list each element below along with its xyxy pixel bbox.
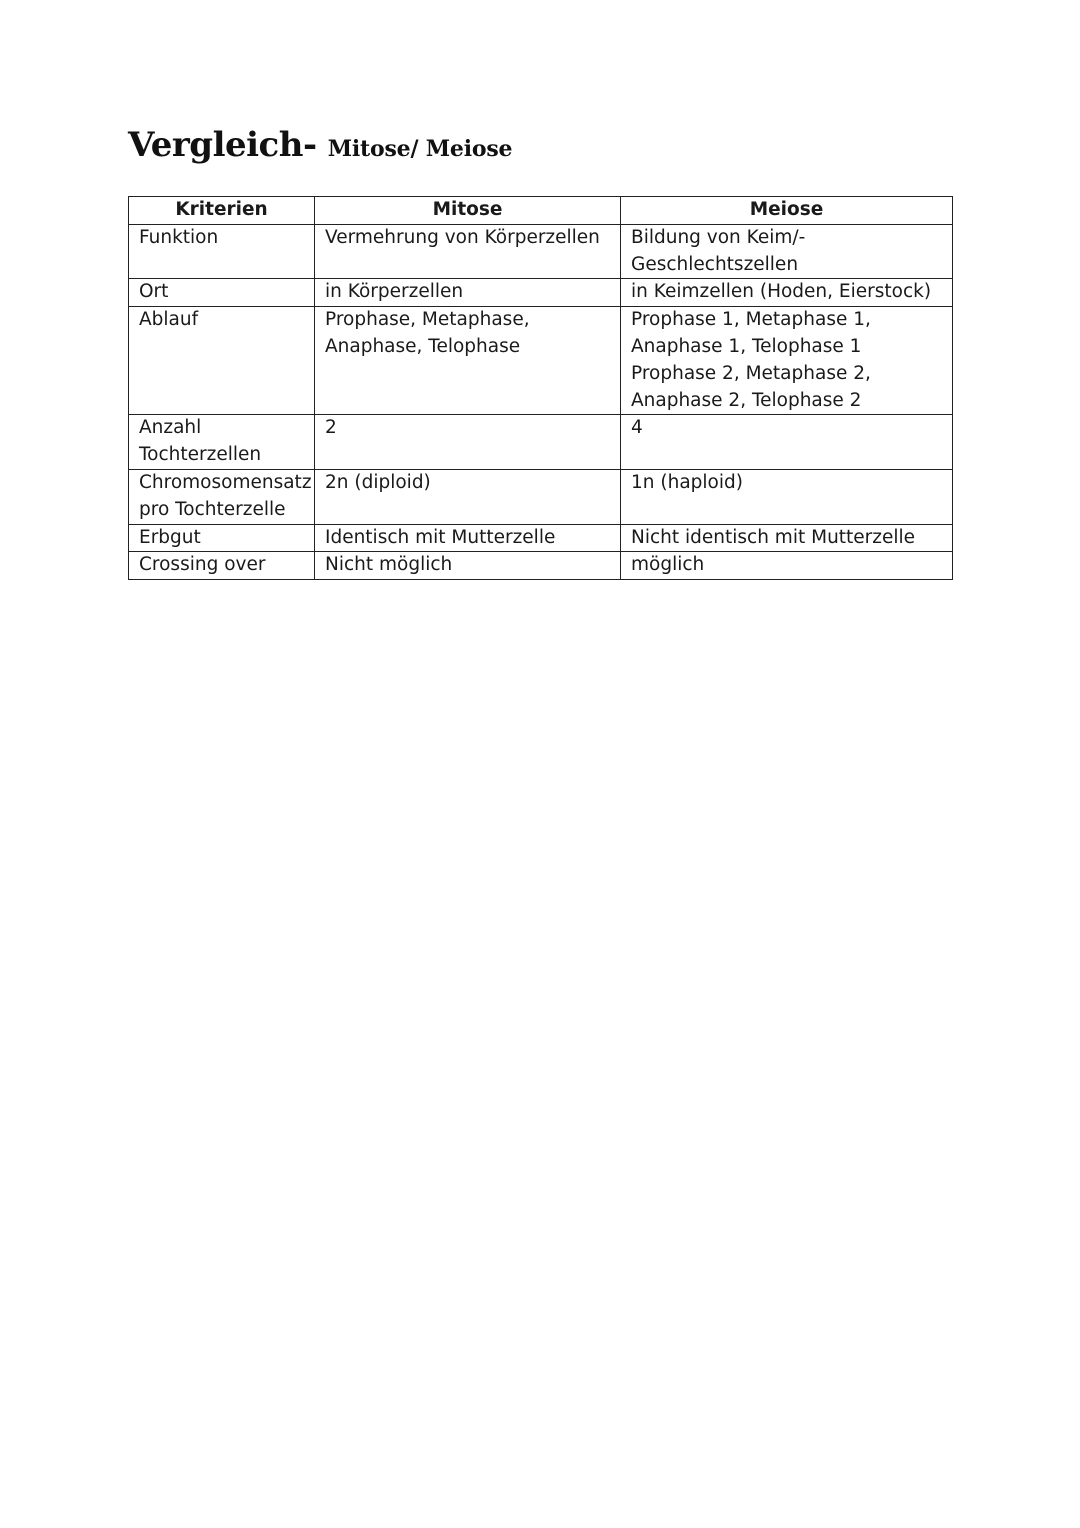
meiosis-cell: 4 <box>621 415 953 470</box>
mitosis-cell: Vermehrung von Körperzellen <box>315 224 621 279</box>
meiosis-cell: Nicht identisch mit Mutterzelle <box>621 524 953 552</box>
criterion-cell: Ablauf <box>129 307 315 415</box>
mitosis-cell: Prophase, Metaphase, Anaphase, Telophase <box>315 307 621 415</box>
mitosis-cell: in Körperzellen <box>315 279 621 307</box>
meiosis-cell: in Keimzellen (Hoden, Eierstock) <box>621 279 953 307</box>
criterion-cell: Ort <box>129 279 315 307</box>
header-meiosis: Meiose <box>621 197 953 225</box>
title-main: Vergleich- <box>128 125 317 165</box>
page-title <box>128 125 513 165</box>
criterion-cell: Crossing over <box>129 552 315 580</box>
meiosis-cell: möglich <box>621 552 953 580</box>
meiosis-cell: Bildung von Keim/- Geschlechtszellen <box>621 224 953 279</box>
table-header-row <box>129 197 953 225</box>
mitosis-cell: Nicht möglich <box>315 552 621 580</box>
mitosis-cell: 2 <box>315 415 621 470</box>
header-criteria: Kriterien <box>129 197 315 225</box>
meiosis-cell: Prophase 1, Metaphase 1, Anaphase 1, Telophase 1 Prophase 2, Metaphase 2, Anaphase 2, Telophase 2 <box>621 307 953 415</box>
comparison-table <box>128 196 953 580</box>
criterion-cell: Anzahl Tochterzellen <box>129 415 315 470</box>
table-row <box>129 415 953 470</box>
table-row <box>129 524 953 552</box>
title-subtitle: Mitose/ Meiose <box>327 136 513 162</box>
table-row <box>129 469 953 524</box>
mitosis-cell: 2n (diploid) <box>315 469 621 524</box>
criterion-cell: Funktion <box>129 224 315 279</box>
table-row <box>129 279 953 307</box>
criterion-cell: Chromosomensatz pro Tochterzelle <box>129 469 315 524</box>
header-mitosis: Mitose <box>315 197 621 225</box>
mitosis-cell: Identisch mit Mutterzelle <box>315 524 621 552</box>
table-row <box>129 552 953 580</box>
table-row <box>129 224 953 279</box>
table-row <box>129 307 953 415</box>
meiosis-cell: 1n (haploid) <box>621 469 953 524</box>
criterion-cell: Erbgut <box>129 524 315 552</box>
